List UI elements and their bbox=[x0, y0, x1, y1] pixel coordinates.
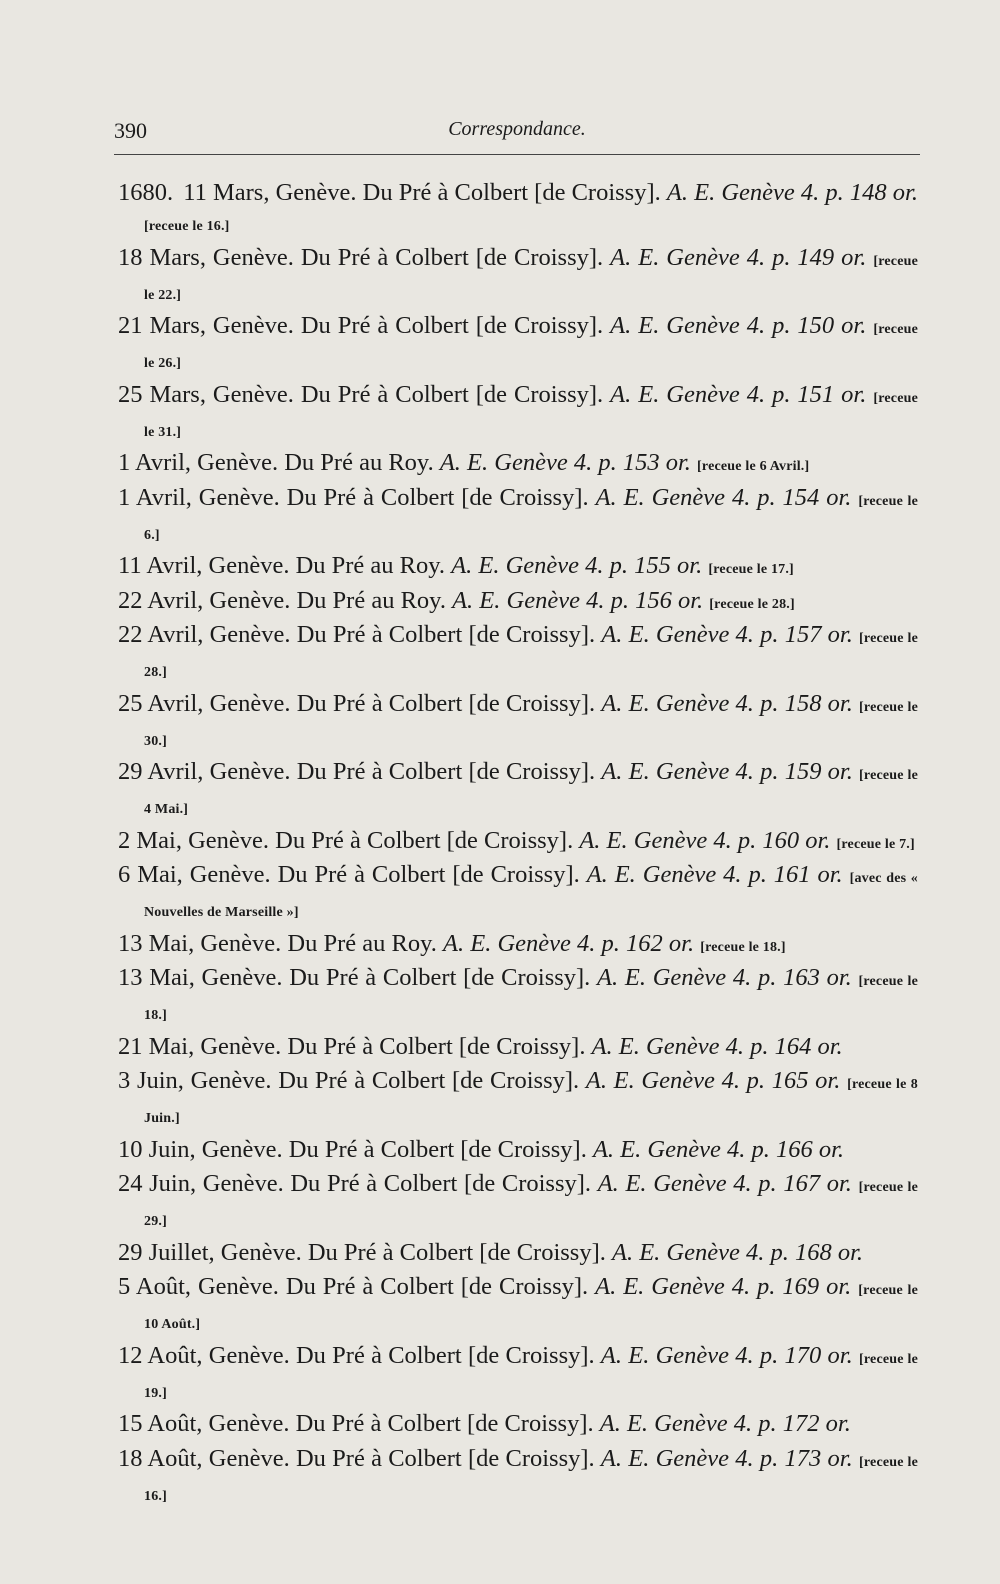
list-item bbox=[118, 483, 918, 551]
entry-note: [receue le 19.] bbox=[144, 1351, 919, 1401]
entry-note: [receue le 4 Mai.] bbox=[144, 768, 918, 817]
entry-note: [receue le 16.] bbox=[144, 1454, 919, 1504]
list-item bbox=[118, 826, 918, 860]
entry-main: 25 Mars, Genève. Du Pré à Colbert [de Croissy]. bbox=[118, 380, 604, 408]
list-item bbox=[118, 380, 918, 448]
entry-note: [receue le 10 Août.] bbox=[144, 1283, 919, 1332]
entry-ref: A. E. Genève 4. p. 150 or. bbox=[610, 312, 867, 339]
entry-main: 24 Juin, Genève. Du Pré à Colbert [de Croissy]. bbox=[118, 1170, 592, 1197]
entry-note: [receue le 29.] bbox=[144, 1180, 918, 1229]
entry-ref: A. E. Genève 4. p. 156 or. bbox=[452, 586, 704, 614]
entry-ref: A. E. Genève 4. p. 173 or. bbox=[600, 1444, 853, 1472]
page-header bbox=[114, 118, 920, 155]
entry-ref: A. E. Genève 4. p. 165 or. bbox=[585, 1067, 841, 1094]
entry-note: [receue le 30.] bbox=[144, 699, 918, 749]
entry-main: 1 Avril, Genève. Du Pré à Colbert [de Croissy]. bbox=[118, 483, 589, 511]
entry-ref: A. E. Genève 4. p. 164 or. bbox=[591, 1032, 843, 1060]
entry-main: 22 Avril, Genève. Du Pré au Roy. bbox=[118, 586, 446, 614]
entry-ref: A. E. Genève 4. p. 149 or. bbox=[610, 243, 867, 271]
entry-ref: A. E. Genève 4. p. 162 or. bbox=[443, 929, 695, 957]
entry-ref: A. E. Genève 4. p. 158 or. bbox=[601, 689, 853, 717]
entry-main: 13 Mai, Genève. Du Pré à Colbert [de Croissy]. bbox=[118, 964, 591, 991]
entry-ref: A. E. Genève 4. p. 159 or. bbox=[601, 758, 853, 785]
entry-ref: A. E. Genève 4. p. 157 or. bbox=[601, 621, 853, 648]
entry-ref: A. E. Genève 4. p. 167 or. bbox=[597, 1170, 852, 1197]
entry-main: 11 Avril, Genève. Du Pré au Roy. bbox=[118, 552, 446, 579]
list-item bbox=[118, 586, 918, 620]
list-item bbox=[118, 1272, 918, 1340]
entry-main: 11 Mars, Genève. Du Pré à Colbert [de Croissy]. bbox=[183, 179, 661, 206]
list-item bbox=[118, 1169, 918, 1237]
list-item bbox=[118, 757, 918, 825]
list-item bbox=[118, 929, 918, 963]
entry-note: [receue le 26.] bbox=[144, 322, 919, 371]
list-item bbox=[118, 1341, 918, 1409]
entry-main: 10 Juin, Genève. Du Pré à Colbert [de Croissy]. bbox=[118, 1135, 587, 1163]
entry-note: [receue le 17.] bbox=[708, 562, 794, 577]
entry-main: 25 Avril, Genève. Du Pré à Colbert [de Croissy]. bbox=[118, 689, 596, 717]
entry-ref: A. E. Genève 4. p. 172 or. bbox=[599, 1410, 851, 1437]
entry-note: [receue le 28.] bbox=[709, 596, 795, 612]
entry-ref: A. E. Genève 4. p. 160 or. bbox=[579, 826, 831, 854]
entry-main: 21 Mars, Genève. Du Pré à Colbert [de Croissy]. bbox=[118, 312, 604, 339]
entry-main: 21 Mai, Genève. Du Pré à Colbert [de Croissy]. bbox=[118, 1032, 586, 1060]
running-title: Correspondance. bbox=[448, 118, 586, 140]
page-number: 390 bbox=[114, 118, 147, 143]
entry-note: [receue le 6 Avril.] bbox=[697, 459, 810, 474]
entry-note: [receue le 22.] bbox=[144, 253, 919, 303]
entry-ref: A. E. Genève 4. p. 148 or. bbox=[666, 179, 919, 206]
list-item bbox=[118, 860, 918, 928]
entry-ref: A. E. Genève 4. p. 161 or. bbox=[586, 861, 843, 888]
entry-main: 1 Avril, Genève. Du Pré au Roy. bbox=[118, 449, 434, 476]
entry-ref: A. E. Genève 4. p. 168 or. bbox=[611, 1238, 864, 1266]
list-item bbox=[118, 689, 918, 757]
entry-note: [receue le 6.] bbox=[144, 493, 918, 543]
year-label: 1680. bbox=[118, 179, 174, 206]
entry-main: 12 Août, Genève. Du Pré à Colbert [de Croissy]. bbox=[118, 1341, 595, 1369]
list-item bbox=[118, 243, 918, 311]
entry-note: [receue le 18.] bbox=[700, 939, 786, 955]
list-item bbox=[118, 1135, 918, 1169]
list-item bbox=[118, 620, 918, 688]
entry-ref: A. E. Genève 4. p. 163 or. bbox=[597, 964, 852, 991]
list-item bbox=[118, 311, 918, 379]
list-item bbox=[118, 1032, 918, 1066]
entry-ref: A. E. Genève 4. p. 155 or. bbox=[451, 552, 703, 579]
entry-ref: A. E. Genève 4. p. 154 or. bbox=[595, 483, 852, 511]
entry-ref: A. E. Genève 4. p. 170 or. bbox=[600, 1341, 853, 1369]
entry-main: 5 Août, Genève. Du Pré à Colbert [de Croissy]. bbox=[118, 1273, 589, 1300]
entry-ref: A. E. Genève 4. p. 166 or. bbox=[592, 1135, 845, 1163]
entry-main: 22 Avril, Genève. Du Pré à Colbert [de Croissy]. bbox=[118, 621, 596, 648]
entry-main: 13 Mai, Genève. Du Pré au Roy. bbox=[118, 929, 437, 957]
entry-main: 18 Août, Genève. Du Pré à Colbert [de Croissy]. bbox=[118, 1444, 595, 1472]
entry-main: 6 Mai, Genève. Du Pré à Colbert [de Croissy]. bbox=[118, 861, 580, 888]
entry-note: [receue le 18.] bbox=[144, 974, 918, 1023]
list-item bbox=[118, 178, 918, 242]
list-item bbox=[118, 1066, 918, 1134]
entry-note: [receue le 28.] bbox=[144, 631, 918, 680]
entry-note: [receue le 7.] bbox=[836, 836, 915, 852]
correspondence-list bbox=[118, 178, 918, 1512]
entry-ref: A. E. Genève 4. p. 151 or. bbox=[610, 380, 867, 408]
list-item bbox=[118, 1444, 918, 1512]
list-item bbox=[118, 963, 918, 1031]
entry-main: 18 Mars, Genève. Du Pré à Colbert [de Croissy]. bbox=[118, 243, 604, 271]
entry-note: [avec des « Nouvelles de Marseille »] bbox=[144, 871, 918, 920]
list-item bbox=[118, 1238, 918, 1272]
entry-note: [receue le 16.] bbox=[144, 219, 230, 234]
entry-ref: A. E. Genève 4. p. 169 or. bbox=[595, 1273, 852, 1300]
entry-note: [receue le 31.] bbox=[144, 390, 919, 440]
entry-main: 3 Juin, Genève. Du Pré à Colbert [de Croissy]. bbox=[118, 1067, 580, 1094]
list-item bbox=[118, 1409, 918, 1443]
entry-ref: A. E. Genève 4. p. 153 or. bbox=[439, 449, 691, 476]
list-item bbox=[118, 551, 918, 585]
entry-note: [receue le 8 Juin.] bbox=[144, 1077, 918, 1126]
entry-main: 29 Avril, Genève. Du Pré à Colbert [de Croissy]. bbox=[118, 758, 596, 785]
list-item bbox=[118, 448, 918, 482]
entry-main: 15 Août, Genève. Du Pré à Colbert [de Croissy]. bbox=[118, 1410, 594, 1437]
entry-main: 29 Juillet, Genève. Du Pré à Colbert [de Croissy]. bbox=[118, 1238, 606, 1266]
entry-main: 2 Mai, Genève. Du Pré à Colbert [de Croissy]. bbox=[118, 826, 574, 854]
